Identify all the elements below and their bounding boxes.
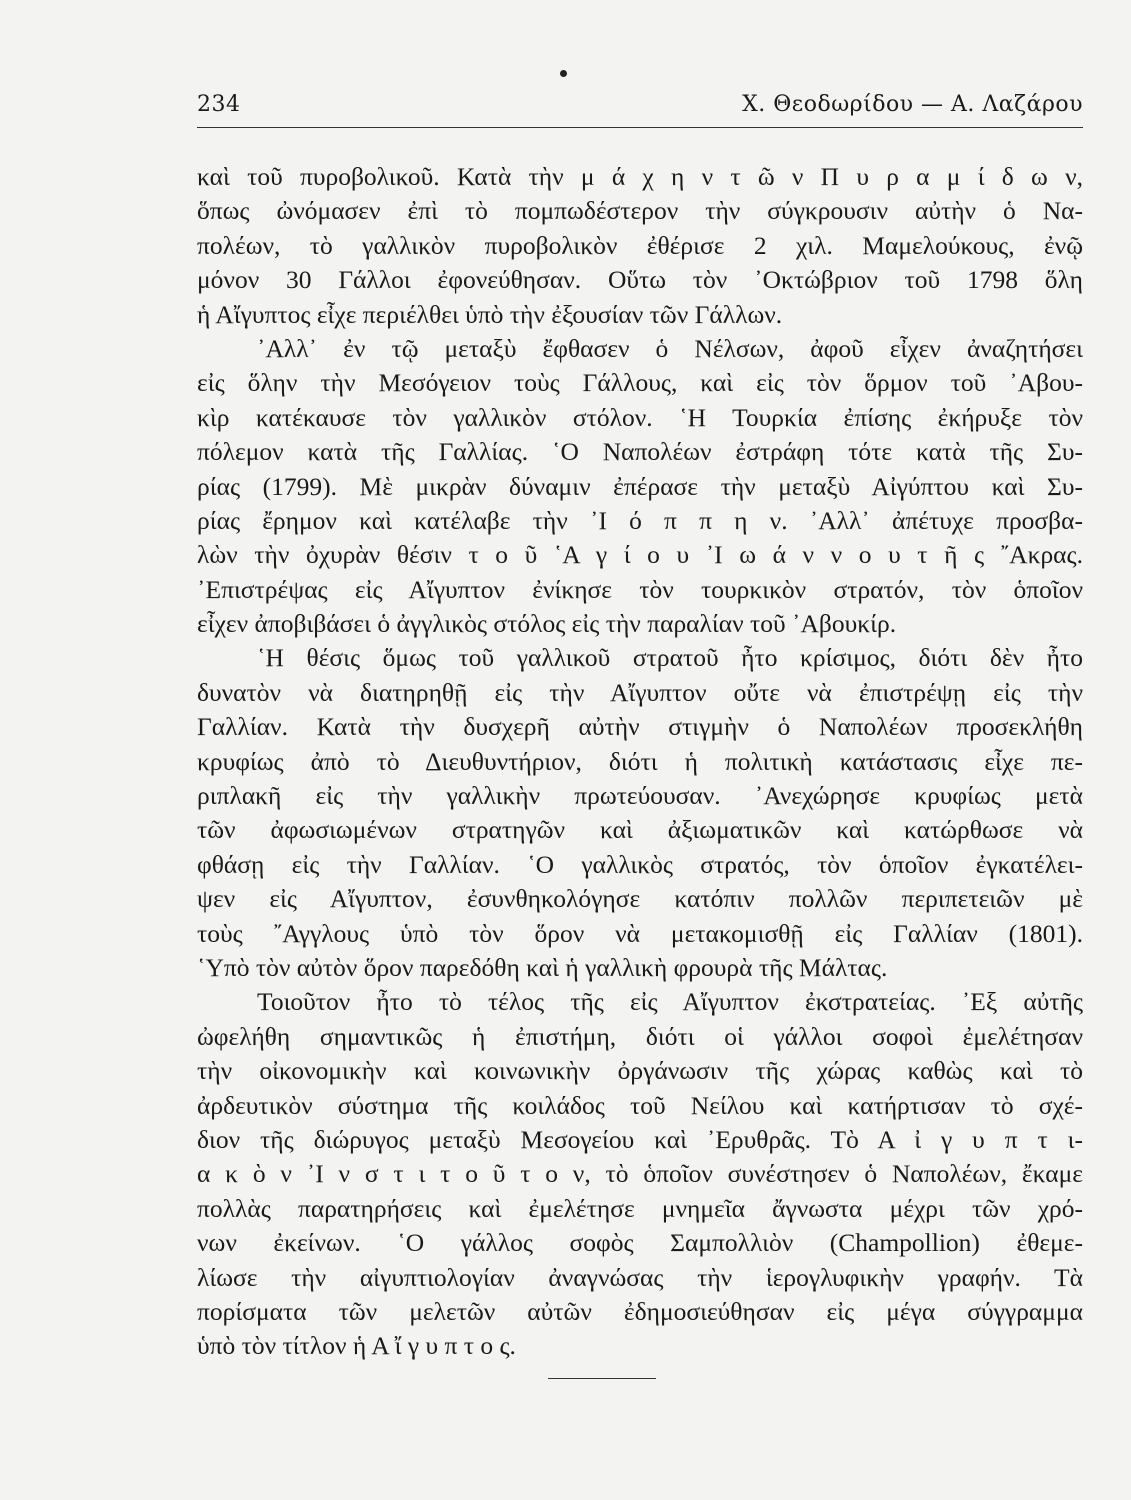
text-line: ψεν εἰς Αἴγυπτον, ἐσυνθηκολόγησε κατόπιν πολλῶν περιπετειῶν μὲ: [197, 884, 1083, 914]
text-line: τῶν ἀφωσιωμένων στρατηγῶν καὶ ἀξιωματικῶν καὶ κατώρθωσε νὰ: [197, 815, 1083, 845]
text-line: λὼν τὴν ὀχυρὰν θέσιν τ ο ῦ ῾Α γ ί ο υ ᾿Ι ω ά ν ν ο υ τ ῆ ς ῎Ακρας.: [197, 540, 1083, 570]
text-line: πορίσματα τῶν μελετῶν αὐτῶν ἐδημοσιεύθησαν εἰς μέγα σύγγραμμα: [197, 1296, 1083, 1326]
text-line: πολέων, τὸ γαλλικὸν πυροβολικὸν ἐθέρισε 2 χιλ. Μαμελούκους, ἐνῷ: [197, 230, 1083, 260]
text-line: ὅπως ὠνόμασεν ἐπὶ τὸ πομπωδέστερον τὴν σύγκρουσιν αὐτὴν ὁ Να-: [197, 196, 1083, 226]
text-line: πολλὰς παρατηρήσεις καὶ ἐμελέτησε μνημεῖα ἄγνωστα μέχρι τῶν χρό-: [197, 1193, 1083, 1223]
text-line: πόλεμον κατὰ τῆς Γαλλίας. ῾Ο Ναπολέων ἐστράφη τότε κατὰ τῆς Συ-: [197, 437, 1083, 467]
text-line: τὴν οἰκονομικὴν καὶ κοινωνικὴν ὀργάνωσιν τῆς χώρας καθὼς καὶ τὸ: [197, 1056, 1083, 1086]
text-line: διον τῆς διώρυγος μεταξὺ Μεσογείου καὶ ᾿Ερυθρᾶς. Τὸ Α ἰ γ υ π τ ι-: [197, 1124, 1083, 1154]
text-line: λίωσε τὴν αἰγυπτιολογίαν ἀναγνώσας τὴν ἱερογλυφικὴν γραφήν. Τὰ: [197, 1262, 1083, 1292]
text-line: μόνον 30 Γάλλοι ἐφονεύθησαν. Οὕτω τὸν ᾿Οκτώβριον τοῦ 1798 ὅλη: [197, 265, 1083, 295]
text-line: κρυφίως ἀπὸ τὸ Διευθυντήριον, διότι ἡ πολιτικὴ κατάστασις εἶχε πε-: [197, 746, 1083, 776]
header-rule: [197, 127, 1083, 128]
text-line: ᾿Επιστρέψας εἰς Αἴγυπτον ἐνίκησε τὸν τουρκικὸν στρατόν, τὸν ὁποῖον: [197, 574, 1083, 604]
page-number: 234: [197, 92, 241, 117]
text-line: ᾿Αλλ᾿ ἐν τῷ μεταξὺ ἔφθασεν ὁ Νέλσων, ἀφοῦ εἶχεν ἀναζητήσει: [257, 333, 1083, 363]
text-line: τοὺς ῎Αγγλους ὑπὸ τὸν ὅρον νὰ μετακομισθῇ εἰς Γαλλίαν (1801).: [197, 918, 1083, 948]
text-line: α κ ὸ ν ᾿Ι ν σ τ ι τ ο ῦ τ ο ν, τὸ ὁποῖον συνέστησεν ὁ Ναπολέων, ἔκαμε: [197, 1159, 1083, 1189]
text-line: καὶ τοῦ πυροβολικοῦ. Κατὰ τὴν μ ά χ η ν τ ῶ ν Π υ ρ α μ ί δ ω ν,: [197, 162, 1083, 191]
text-line: ἀρδευτικὸν σύστημα τῆς κοιλάδος τοῦ Νείλου καὶ κατήρτισαν τὸ σχέ-: [197, 1090, 1083, 1120]
page-header: [197, 92, 1083, 117]
end-rule: [548, 1378, 656, 1379]
text-line: φθάσῃ εἰς τὴν Γαλλίαν. ῾Ο γαλλικὸς στρατός, τὸν ὁποῖον ἐγκατέλει-: [197, 849, 1083, 879]
text-line: Γαλλίαν. Κατὰ τὴν δυσχερῆ αὐτὴν στιγμὴν ὁ Ναπολέων προσεκλήθη: [197, 712, 1083, 742]
ink-dot: [560, 70, 567, 77]
running-title: Χ. Θεοδωρίδου — Α. Λαζάρου: [742, 92, 1083, 117]
text-line: ῾Η θέσις ὅμως τοῦ γαλλικοῦ στρατοῦ ἦτο κρίσιμος, διότι δὲν ἦτο: [257, 643, 1083, 673]
text-line: κὶρ κατέκαυσε τὸν γαλλικὸν στόλον. ῾Η Τουρκία ἐπίσης ἐκήρυξε τὸν: [197, 402, 1083, 432]
text-line: ῾Υπὸ τὸν αὐτὸν ὅρον παρεδόθη καὶ ἡ γαλλικὴ φρουρὰ τῆς Μάλτας.: [197, 952, 888, 982]
text-line: ρίας ἔρημον καὶ κατέλαβε τὴν ᾿Ι ό π π η ν. ᾿Αλλ᾿ ἀπέτυχε προσβα-: [197, 505, 1083, 535]
text-line: εἶχεν ἀποβιβάσει ὁ ἀγγλικὸς στόλος εἰς τὴν παραλίαν τοῦ ᾿Αβουκίρ.: [197, 609, 897, 639]
text-line: Τοιοῦτον ἦτο τὸ τέλος τῆς εἰς Αἴγυπτον ἐκστρατείας. ᾿Εξ αὐτῆς: [257, 987, 1083, 1017]
text-line: εἰς ὅλην τὴν Μεσόγειον τοὺς Γάλλους, καὶ εἰς τὸν ὅρμον τοῦ ᾿Αβου-: [197, 368, 1083, 398]
text-line: ρίας (1799). Μὲ μικρὰν δύναμιν ἐπέρασε τὴν μεταξὺ Αἰγύπτου καὶ Συ-: [197, 471, 1083, 501]
text-line: ἡ Αἴγυπτος εἶχε περιέλθει ὑπὸ τὴν ἐξουσίαν τῶν Γάλλων.: [197, 299, 783, 329]
text-line: ριπλακῆ εἰς τὴν γαλλικὴν πρωτεύουσαν. ᾿Ανεχώρησε κρυφίως μετὰ: [197, 781, 1083, 811]
body-text: [197, 160, 1083, 1364]
text-line: ὠφελήθη σημαντικῶς ἡ ἐπιστήμη, διότι οἱ γάλλοι σοφοὶ ἐμελέτησαν: [197, 1021, 1083, 1051]
text-line: νων ἐκείνων. ῾Ο γάλλος σοφὸς Σαμπολλιὸν (Champollion) ἐθεμε-: [197, 1228, 1083, 1258]
text-line: ὑπὸ τὸν τίτλον ἡ Α ἴ γ υ π τ ο ς.: [197, 1331, 516, 1361]
text-line: δυνατὸν νὰ διατηρηθῇ εἰς τὴν Αἴγυπτον οὔτε νὰ ἐπιστρέψῃ εἰς τὴν: [197, 677, 1083, 707]
